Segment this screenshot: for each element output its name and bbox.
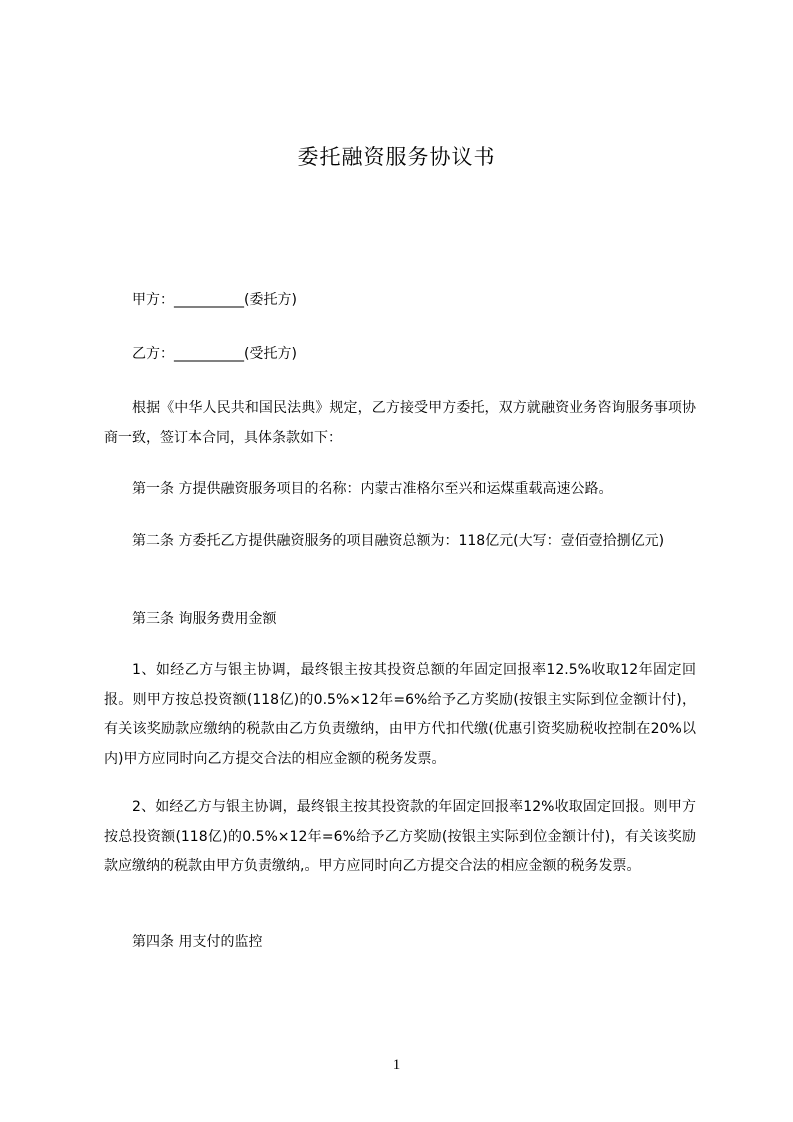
article-3-item-2-paragraph: 2、如经乙方与银主协调，最终银主按其投资款的年固定回报率12%收取固定回报。则甲方按总投资额(118亿)的0.5%×12年=6%给予乙方奖励(按银主实际到位金额计付)，有关该奖励款应缴纳的税款由甲方负责缴纳,。甲方应同时向乙方提交合法的相应金额的税务发票。 bbox=[104, 799, 696, 874]
article-2-paragraph: 第二条 方委托乙方提供融资服务的项目融资总额为：118亿元(大写：壹佰壹拾捌亿元) bbox=[132, 533, 665, 549]
party-b-line: 乙方：__________(受托方) bbox=[132, 346, 297, 362]
page-number: 1 bbox=[392, 1057, 401, 1073]
party-a-line: 甲方：__________(委托方) bbox=[132, 292, 297, 308]
article-1-paragraph: 第一条 方提供融资服务项目的名称：内蒙古准格尔至兴和运煤重载高速公路。 bbox=[132, 481, 613, 497]
preamble-paragraph: 根据《中华人民共和国民法典》规定，乙方接受甲方委托，双方就融资业务咨询服务事项协商一致，签订本合同，具体条款如下： bbox=[104, 400, 696, 446]
article-3-heading: 第三条 询服务费用金额 bbox=[132, 611, 277, 627]
page-title: 委托融资服务协议书 bbox=[297, 145, 496, 169]
article-4-heading: 第四条 用支付的监控 bbox=[132, 934, 263, 950]
article-3-item-1-paragraph: 1、如经乙方与银主协调，最终银主按其投资总额的年固定回报率12.5%收取12年固定回报。则甲方按总投资额(118亿)的0.5%×12年=6%给予乙方奖励(按银主实际到位金额计付)，有关该奖励款应缴纳的税款由乙方负责缴纳，由甲方代扣代缴(优惠引资奖励税收控制在20%以内)甲方应同时向乙方提交合法的相应金额的税务发票。 bbox=[104, 662, 696, 767]
